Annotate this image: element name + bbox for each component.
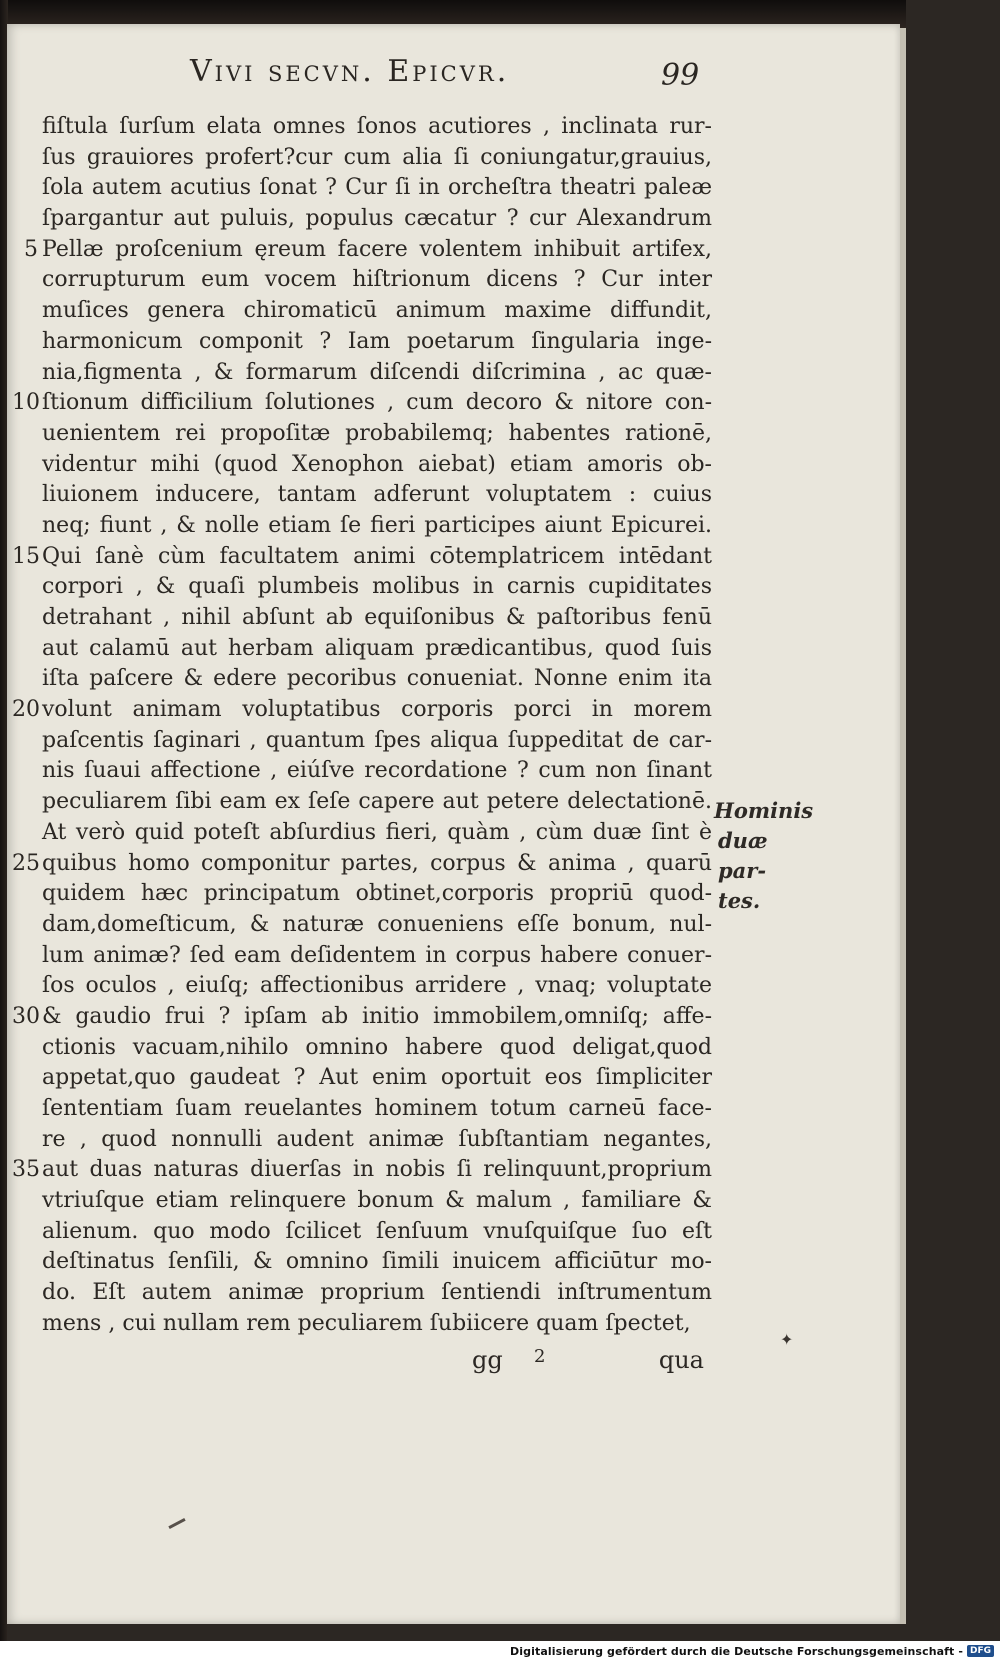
text-line [42, 634, 712, 665]
line-text: peculiarem ſibi eam ex ſeſe capere aut petere delectationē. [42, 789, 712, 815]
text-line [42, 879, 712, 910]
line-number: 20 [12, 697, 40, 723]
line-text: aut calamū aut herbam aliquam prædicantibus, quod ſuis [42, 635, 712, 661]
text-line [42, 143, 712, 174]
line-text: nis ſuaui affectione , eiúſve recordatione ? cum non ſinant [42, 758, 712, 784]
text-line [42, 1309, 712, 1340]
text-line [42, 480, 712, 511]
text-line [42, 971, 712, 1002]
text-line [42, 450, 712, 481]
line-text: re , quod nonnulli audent animæ ſubſtantiam negantes, [42, 1126, 712, 1152]
line-text: aut duas naturas diuerſas in nobis ſi relinquunt,proprium [42, 1157, 712, 1183]
line-text: & gaudio frui ? ipſam ab initio immobilem,omniſq; affe- [42, 1003, 712, 1029]
scan-bottom-background [7, 1624, 1000, 1641]
line-text: lum animæ? ſed eam deſidentem in corpus habere conuer- [42, 942, 712, 968]
dfg-logo: DFG [967, 1645, 994, 1657]
line-text: fiſtula ſurſum elata omnes ſonos acutiores , inclinata rur- [42, 114, 712, 139]
line-text: corrupturum eum vocem hiſtrionum dicens ? Cur inter [42, 267, 712, 293]
line-text: uenientem rei propoſitæ probabilemq; habentes rationē, [42, 420, 712, 446]
marginal-note-line: Hominis [714, 798, 814, 823]
text-line [12, 542, 712, 573]
line-text: deſtinatus ſenſili, & omnino ſimili inuicem afficiūtur mo- [42, 1249, 712, 1275]
line-text: quidem hæc principatum obtinet,corporis propriū quod- [42, 881, 712, 907]
text-line [12, 388, 712, 419]
text-line [42, 1217, 712, 1248]
text-line [42, 112, 712, 143]
text-line [12, 1155, 712, 1186]
text-line [42, 603, 712, 634]
scan-right-background [906, 0, 1000, 1640]
text-line [42, 787, 712, 818]
text-line [42, 296, 712, 327]
line-number: 5 [24, 236, 38, 262]
text-line [12, 849, 712, 880]
line-number: 15 [12, 543, 40, 569]
text-line [42, 1125, 712, 1156]
line-text: volunt animam voluptatibus corporis porci in morem [42, 697, 712, 723]
text-line [42, 756, 712, 787]
text-line [42, 511, 712, 542]
line-text: ctionis vacuam,nihilo omnino habere quod deligat,quod [42, 1034, 712, 1060]
signature-number: 2 [534, 1346, 546, 1367]
text-line [42, 1186, 712, 1217]
line-text: ſententiam ſuam reuelantes hominem totum carneū face- [42, 1096, 712, 1121]
text-line [42, 572, 712, 603]
line-text: videntur mihi (quod Xenophon aiebat) etiam amoris ob- [42, 451, 712, 477]
line-text: corpori , & quaſi plumbeis molibus in carnis cupiditates [42, 574, 712, 600]
line-text: Qui ſanè cùm facultatem animi cōtemplatricem intēdant [42, 543, 712, 569]
line-text: ſola autem acutius ſonat ? Cur ſi in orcheſtra theatri paleæ [42, 175, 712, 201]
line-text: ſtionum difficilium ſolutiones , cum decoro & nitore con- [42, 390, 712, 416]
line-text: vtriuſque etiam relinquere bonum & malum , familiare & [42, 1188, 712, 1214]
marginal-note [714, 796, 814, 916]
line-text: dam,domeſticum, & naturæ conueniens eſſe bonum, nul- [42, 911, 712, 937]
line-text: quibus homo componitur partes, corpus & anima , quarū [42, 850, 712, 876]
page-number: 99 [661, 58, 700, 93]
text-line [42, 910, 712, 941]
text-line [42, 419, 712, 450]
text-line [12, 695, 712, 726]
line-text: ſos oculos , eiuſq; affectionibus arridere , vnaq; voluptate [42, 973, 712, 999]
signature-mark: gg [472, 1346, 503, 1374]
line-text: At verò quid poteſt abſurdius fieri, quàm , cùm duæ ſint è [42, 819, 712, 845]
catchword: qua [658, 1346, 704, 1374]
line-text: muſices genera chiromaticū animum maxime diffundit, [42, 298, 712, 324]
line-text: liuionem inducere, tantam adferunt voluptatem : cuius [42, 482, 712, 508]
stray-mark: ✦ [780, 1330, 794, 1349]
text-line [42, 173, 712, 204]
line-text: ſpargantur aut puluis, populus cæcatur ? cur Alexandrum [42, 206, 712, 232]
line-number: 35 [12, 1157, 40, 1183]
line-text: neq; fiunt , & nolle etiam ſe fieri participes aiunt Epicurei. [42, 512, 712, 538]
line-text: harmonicum componit ? Iam poetarum ſingularia inge- [42, 328, 712, 354]
text-line [42, 726, 712, 757]
line-text: mens , cui nullam rem peculiarem ſubiicere quam ſpectet, [42, 1310, 691, 1336]
text-line [42, 818, 712, 849]
text-line [42, 265, 712, 296]
line-text: alienum. quo modo ſcilicet ſenſuum vnuſquiſque ſuo eſt [42, 1218, 712, 1244]
text-line [42, 204, 712, 235]
marginal-note-line: duæ par- [718, 828, 768, 883]
running-head: Vivi secvn. Epicvr. [190, 54, 510, 89]
text-line [42, 358, 712, 389]
text-line [42, 1033, 712, 1064]
footer-credit: Digitalisierung gefördert durch die Deutsche Forschungsgemeinschaft - [510, 1644, 963, 1658]
main-text-block [12, 112, 712, 1340]
text-line [42, 664, 712, 695]
line-number: 30 [12, 1003, 40, 1029]
line-text: do. Eſt autem animæ proprium ſentiendi inſtrumentum [42, 1280, 712, 1306]
line-text: detrahant , nihil abſunt ab equiſonibus & paſtoribus fenū [42, 605, 712, 630]
line-text: nia,figmenta , & formarum diſcendi diſcrimina , ac quæ- [42, 359, 712, 385]
line-text: appetat,quo gaudeat ? Aut enim oportuit eos ſimpliciter [42, 1065, 712, 1091]
line-number: 10 [12, 390, 40, 416]
marginal-note-line: tes. [718, 888, 761, 913]
page-foot [42, 1346, 712, 1378]
text-line [42, 941, 712, 972]
line-number: 25 [12, 850, 40, 876]
line-text: iſta paſcere & edere pecoribus conueniat. Nonne enim ita [42, 666, 712, 692]
line-text: paſcentis ſaginari , quantum ſpes aliqua ſuppeditat de car- [42, 727, 712, 753]
line-text: ſus grauiores profert?cur cum alia ſi coniungatur,grauius, [42, 144, 712, 170]
line-text: Pellæ proſcenium ęreum facere volentem inhibuit artifex, [42, 236, 712, 262]
digitization-footer [0, 1641, 1000, 1661]
text-line [42, 1247, 712, 1278]
text-line [12, 1002, 712, 1033]
text-line [24, 235, 712, 266]
page-fore-edge [900, 28, 906, 1624]
text-line [42, 1278, 712, 1309]
text-line [42, 1063, 712, 1094]
text-line [42, 1094, 712, 1125]
text-line [42, 327, 712, 358]
